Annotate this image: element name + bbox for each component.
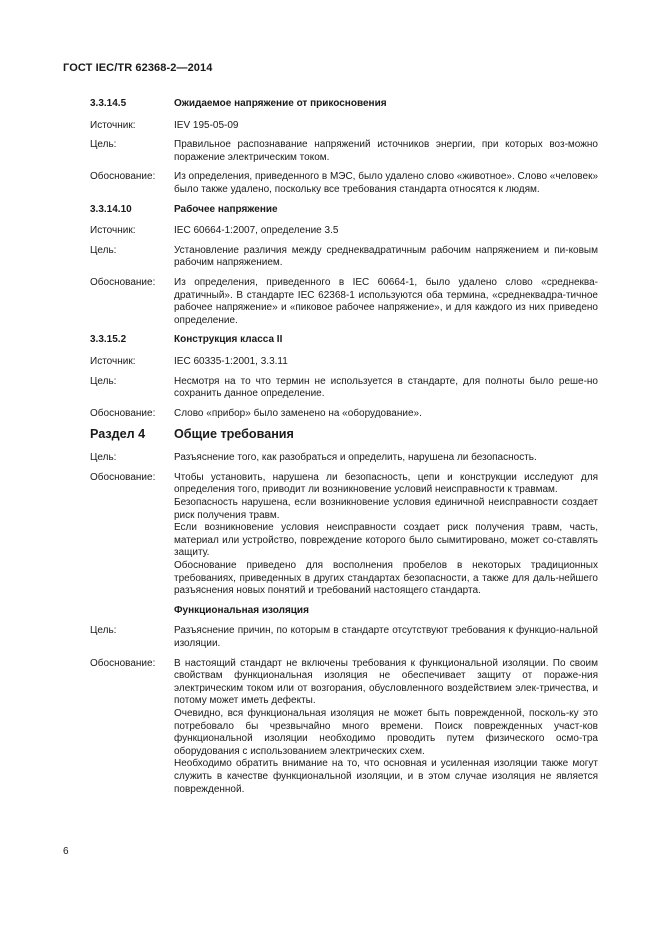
rationale-row [90, 472, 598, 598]
purpose-label: Цель: [90, 139, 117, 151]
source-row [90, 120, 598, 133]
source-value: IEV 195-05-09 [174, 119, 239, 131]
term-number: 3.3.15.2 [90, 334, 127, 346]
purpose-row [90, 625, 598, 650]
purpose-row [90, 139, 598, 164]
subsection-heading: Функциональная изоляция [174, 604, 309, 616]
purpose-label: Цель: [90, 452, 117, 464]
rationale-paragraph: Обоснование приведено для восполнения пробелов в некоторых традиционных требованиях, приведенных в других стандартах безопасности, а также для даль-нейшего разъяснения новых понятий и требований настоящего стандарта. [174, 560, 598, 597]
purpose-value: Разъяснение того, как разобраться и определить, нарушена ли безопасность. [174, 452, 537, 464]
document-header: ГОСТ IEC/TR 62368-2—2014 [63, 62, 213, 74]
rationale-row [90, 277, 598, 327]
rationale-label: Обоснование: [90, 471, 156, 483]
rationale-value [174, 472, 598, 598]
source-label: Источник: [90, 225, 136, 237]
source-value: IEC 60664-1:2007, определение 3.5 [174, 225, 339, 237]
purpose-row [90, 245, 598, 270]
rationale-label: Обоснование: [90, 171, 156, 183]
term-number: 3.3.14.5 [90, 98, 127, 109]
term-title: Конструкция класса II [174, 334, 283, 346]
purpose-value: Несмотря на то что термин не используется в стандарте, для полноты было реше-но сохранить данное определение. [174, 375, 598, 400]
purpose-value: Правильное распознавание напряжений источников энергии, при которых воз-можно поражение электрическим током. [174, 139, 598, 163]
rationale-row [90, 408, 598, 421]
page-number: 6 [63, 846, 69, 857]
source-value: IEC 60335-1:2001, 3.3.11 [174, 355, 288, 367]
subsection-heading-row [90, 605, 598, 618]
term-heading [90, 98, 598, 111]
purpose-value: Разъяснение причин, по которым в стандарте отсутствуют требования к функцио-нальной изоляции. [174, 625, 598, 649]
rationale-paragraph: Если возникновение условия неисправности создает риск получения травм, часть, материал или устройство, повреждение которого было сымитировано, может со-ставлять защиту. [174, 522, 598, 559]
term-heading [90, 334, 598, 347]
rationale-label: Обоснование: [90, 407, 156, 419]
rationale-paragraph: Очевидно, вся функциональная изоляция не может быть поврежденной, посколь-ку это потребовало бы чрезвычайно много времени. Поиск поврежденных участ-ков функциональной изоляции необходимо проводить путем физического осмо-тра оборудования с использованием электрических схем. [174, 707, 598, 757]
term-title: Ожидаемое напряжение от прикосновения [174, 98, 387, 109]
term-number: 3.3.14.10 [90, 203, 132, 215]
purpose-row [90, 452, 598, 465]
rationale-paragraph: Безопасность нарушена, если возникновение условия единичной неисправности создает риск получения травм. [174, 497, 598, 521]
source-label: Источник: [90, 119, 136, 131]
purpose-value: Установление различия между среднеквадратичным рабочим напряжением и пи-ковым рабочим напряжением. [174, 244, 598, 269]
source-row [90, 225, 598, 238]
section-title: Общие требования [174, 427, 294, 442]
purpose-label: Цель: [90, 244, 117, 256]
rationale-value: Из определения, приведенного в МЭС, было удалено слово «животное». Слово «человек» было также удалено, поскольку все требования стандарта относятся к людям. [174, 171, 599, 195]
rationale-row [90, 658, 598, 797]
rationale-paragraph: Необходимо обратить внимание на то, что основная и усиленная изоляции также могут служить в качестве функциональной изоляции, и в этом случае изоляция не является поврежденной. [174, 758, 598, 795]
rationale-value [174, 658, 598, 797]
rationale-row [90, 171, 598, 196]
rationale-paragraph: Чтобы установить, нарушена ли безопасность, цепи и конструкции исследуют для определения того, приводит ли возникновение условий неисправности к травмам. [174, 471, 598, 496]
term-title: Рабочее напряжение [174, 203, 278, 215]
term-heading [90, 204, 598, 217]
document-body [90, 98, 598, 796]
rationale-label: Обоснование: [90, 657, 156, 669]
rationale-paragraph: В настоящий стандарт не включены требования к функциональной изоляции. По своим свойствам функциональная изоляция не обеспечивает защиту от пораже-ния электрическим током или от возгорания, обусловленного воздействием элек-тричества, и потому может иметь дефекты. [174, 657, 598, 707]
purpose-label: Цель: [90, 375, 117, 387]
source-row [90, 356, 598, 369]
purpose-row [90, 376, 598, 401]
source-label: Источник: [90, 355, 136, 367]
purpose-label: Цель: [90, 625, 117, 637]
section-heading [90, 427, 598, 442]
rationale-label: Обоснование: [90, 276, 156, 288]
rationale-value: Слово «прибор» было заменено на «оборудование». [174, 407, 422, 419]
section-number: Раздел 4 [90, 427, 146, 442]
rationale-value: Из определения, приведенного в IEC 60664-1, было удалено слово «среднеква-дратичный». В стандарте IEC 62368-1 используются оба термина, «среднеквадра-тичное рабочее напряжение» и «пиковое рабочее напряжение», и для каждого из них приведено определение. [174, 276, 598, 326]
